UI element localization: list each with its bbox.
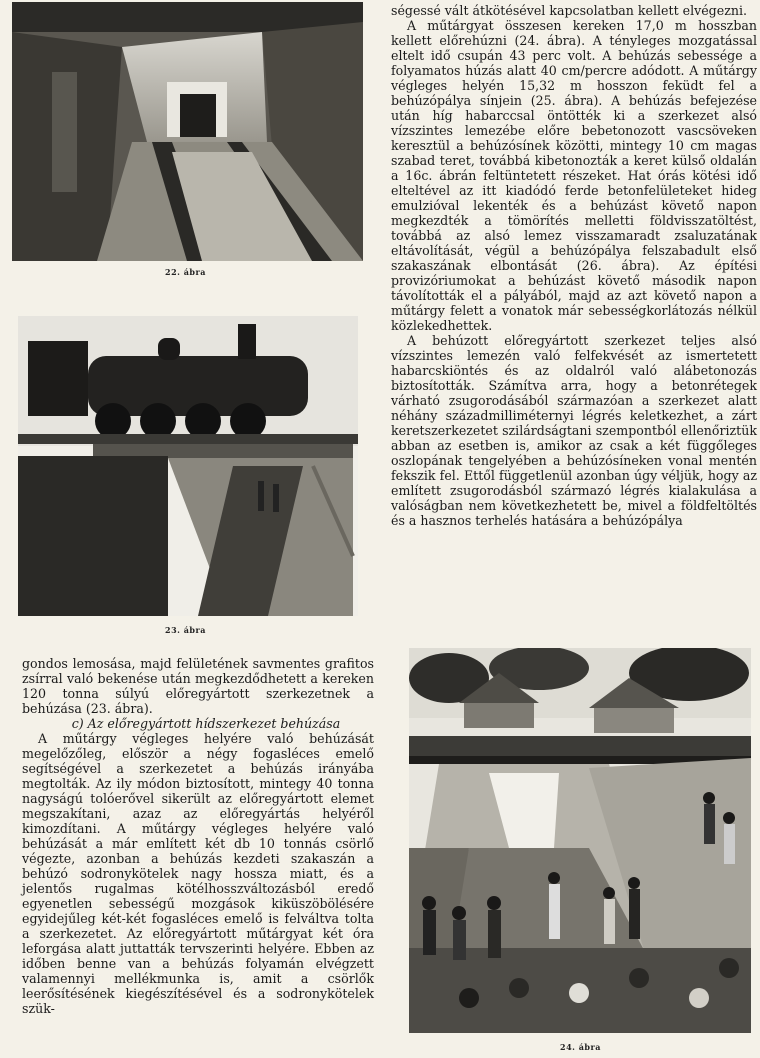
- left-column-text: [22, 656, 374, 1016]
- paragraph-pulling-process: A műtárgy végleges helyére való behúzását megelőzőleg, először a négy fogasléces emelő segítségével a szerkezetet a behúzás irányába megtolták. Az ily módon biztosított, mintegy 40 tonna nagyságú tolóerővel sikerült az előregyártott elemet megszakítani, azaz az előregyártás helyéről kimozdítani. A műtárgy végleges helyére való behúzását a már említett két db 10 tonnás csörlő végezte, azonban a behúzás kezdeti szakaszán a behúzó sodronykötelek nagy hossza miatt, és a jelentős rugalmas kötélhosszváltozásból eredő egyenetlen sebességű mozgások kiküszöbölésére egyidejűleg két-két fogasléces emelő is felváltva tolta a szerkezetet. Az előregyártott műtárgyat két óra leforgása alatt juttatták tervszerinti helyére. Ebben az időben benne van a behúzás folyamán elvégzett valamennyi mellékmunka is, amit a csörlők leerősítésének kiegészítésével és a sodronykötelek szük-: [22, 731, 374, 1016]
- figure-23-photo: [18, 316, 358, 616]
- paragraph-continuation: ségessé vált átkötésével kapcsolatban kellett elvégezni.: [391, 3, 747, 18]
- figure-22-caption: 22. ábra: [165, 267, 206, 277]
- paragraph-support-bedding: A behúzott előregyártott szerkezet teljes alsó vízszintes lemezén való felfekvését az ismertetett habarcskiöntés és az oldalról való alábetonozás biztosították. Számítva arra, hogy a betonrétegek várható zsugorodásából származóan a szerkezet alatt néhány századmilliméternyi légrés keletkezhet, a zárt keretszerkezetet szilárdságtani szempontból ellenőriztük abban az esetben is, amikor az csak a két függőleges oszlopának tengelyében a behúzósíneken vonal mentén fekszik fel. Ettől függetlenül azonban úgy véljük, hogy az említett zsugorodásból származó légrés kialakulása a valóságban nem következhetett be, mivel a földfeltöltés és a hasznos terhelés hatására a behúzópálya: [391, 333, 757, 528]
- figure-23-caption: 23. ábra: [165, 625, 206, 635]
- paragraph-pull-distance: A műtárgyat összesen kereken 17,0 m hosszban kellett előrehúzni (24. ábra). A tényleges mozgatással eltelt idő csupán 43 perc volt. A behúzás sebessége a folyamatos húzás alatt 40 cm/percre adódott. A műtárgy végleges helyén 15,32 m hosszon feküdt fel a behúzópálya sínjein (25. ábra). A behúzás befejezése után híg habarccsal öntötték ki a szerkezet alsó vízszintes lemezébe előre bebetonozott vascsöveken keresztül a behúzósínek közötti, mintegy 10 cm magas szabad teret, továbbá kibetonozták a keret külső oldalán a 16c. ábrán feltüntetett részeket. Hat órás kötési idő elteltével az itt kiadódó ferde betonfelületeket hideg emulzióval lekenték és a behúzást követő napon megkezdték a tömörítés melletti földvisszatöltést, továbbá az alsó lemez visszamaradt zsaluzatának eltávolítását, végül a behúzópálya felszabadult első szakaszának elbontását (26. ábra). Az építési provizóriumokat a behúzást követő második napon távolították el a pályából, majd az azt követő napon a műtárgy felett a vonatok már sebességkorlátozás nélkül közlekedhettek.: [391, 18, 757, 333]
- figure-24-caption: 24. ábra: [560, 1042, 601, 1052]
- tunnel-photo-image: [12, 2, 363, 261]
- locomotive-photo-image: [18, 316, 358, 616]
- right-column-text: [391, 3, 757, 528]
- paragraph-intro: gondos lemosása, majd felületének savmentes grafitos zsírral való bekenése után megkezdődhetett a kereken 120 tonna súlyú előregyártott szerkezetnek a behúzása (23. ábra).: [22, 656, 374, 716]
- figure-22-photo: [12, 2, 363, 261]
- figure-24-photo: [409, 648, 751, 1033]
- section-heading: c) Az előregyártott hídszerkezet behúzása: [71, 716, 341, 731]
- crowd-photo-image: [409, 648, 751, 1033]
